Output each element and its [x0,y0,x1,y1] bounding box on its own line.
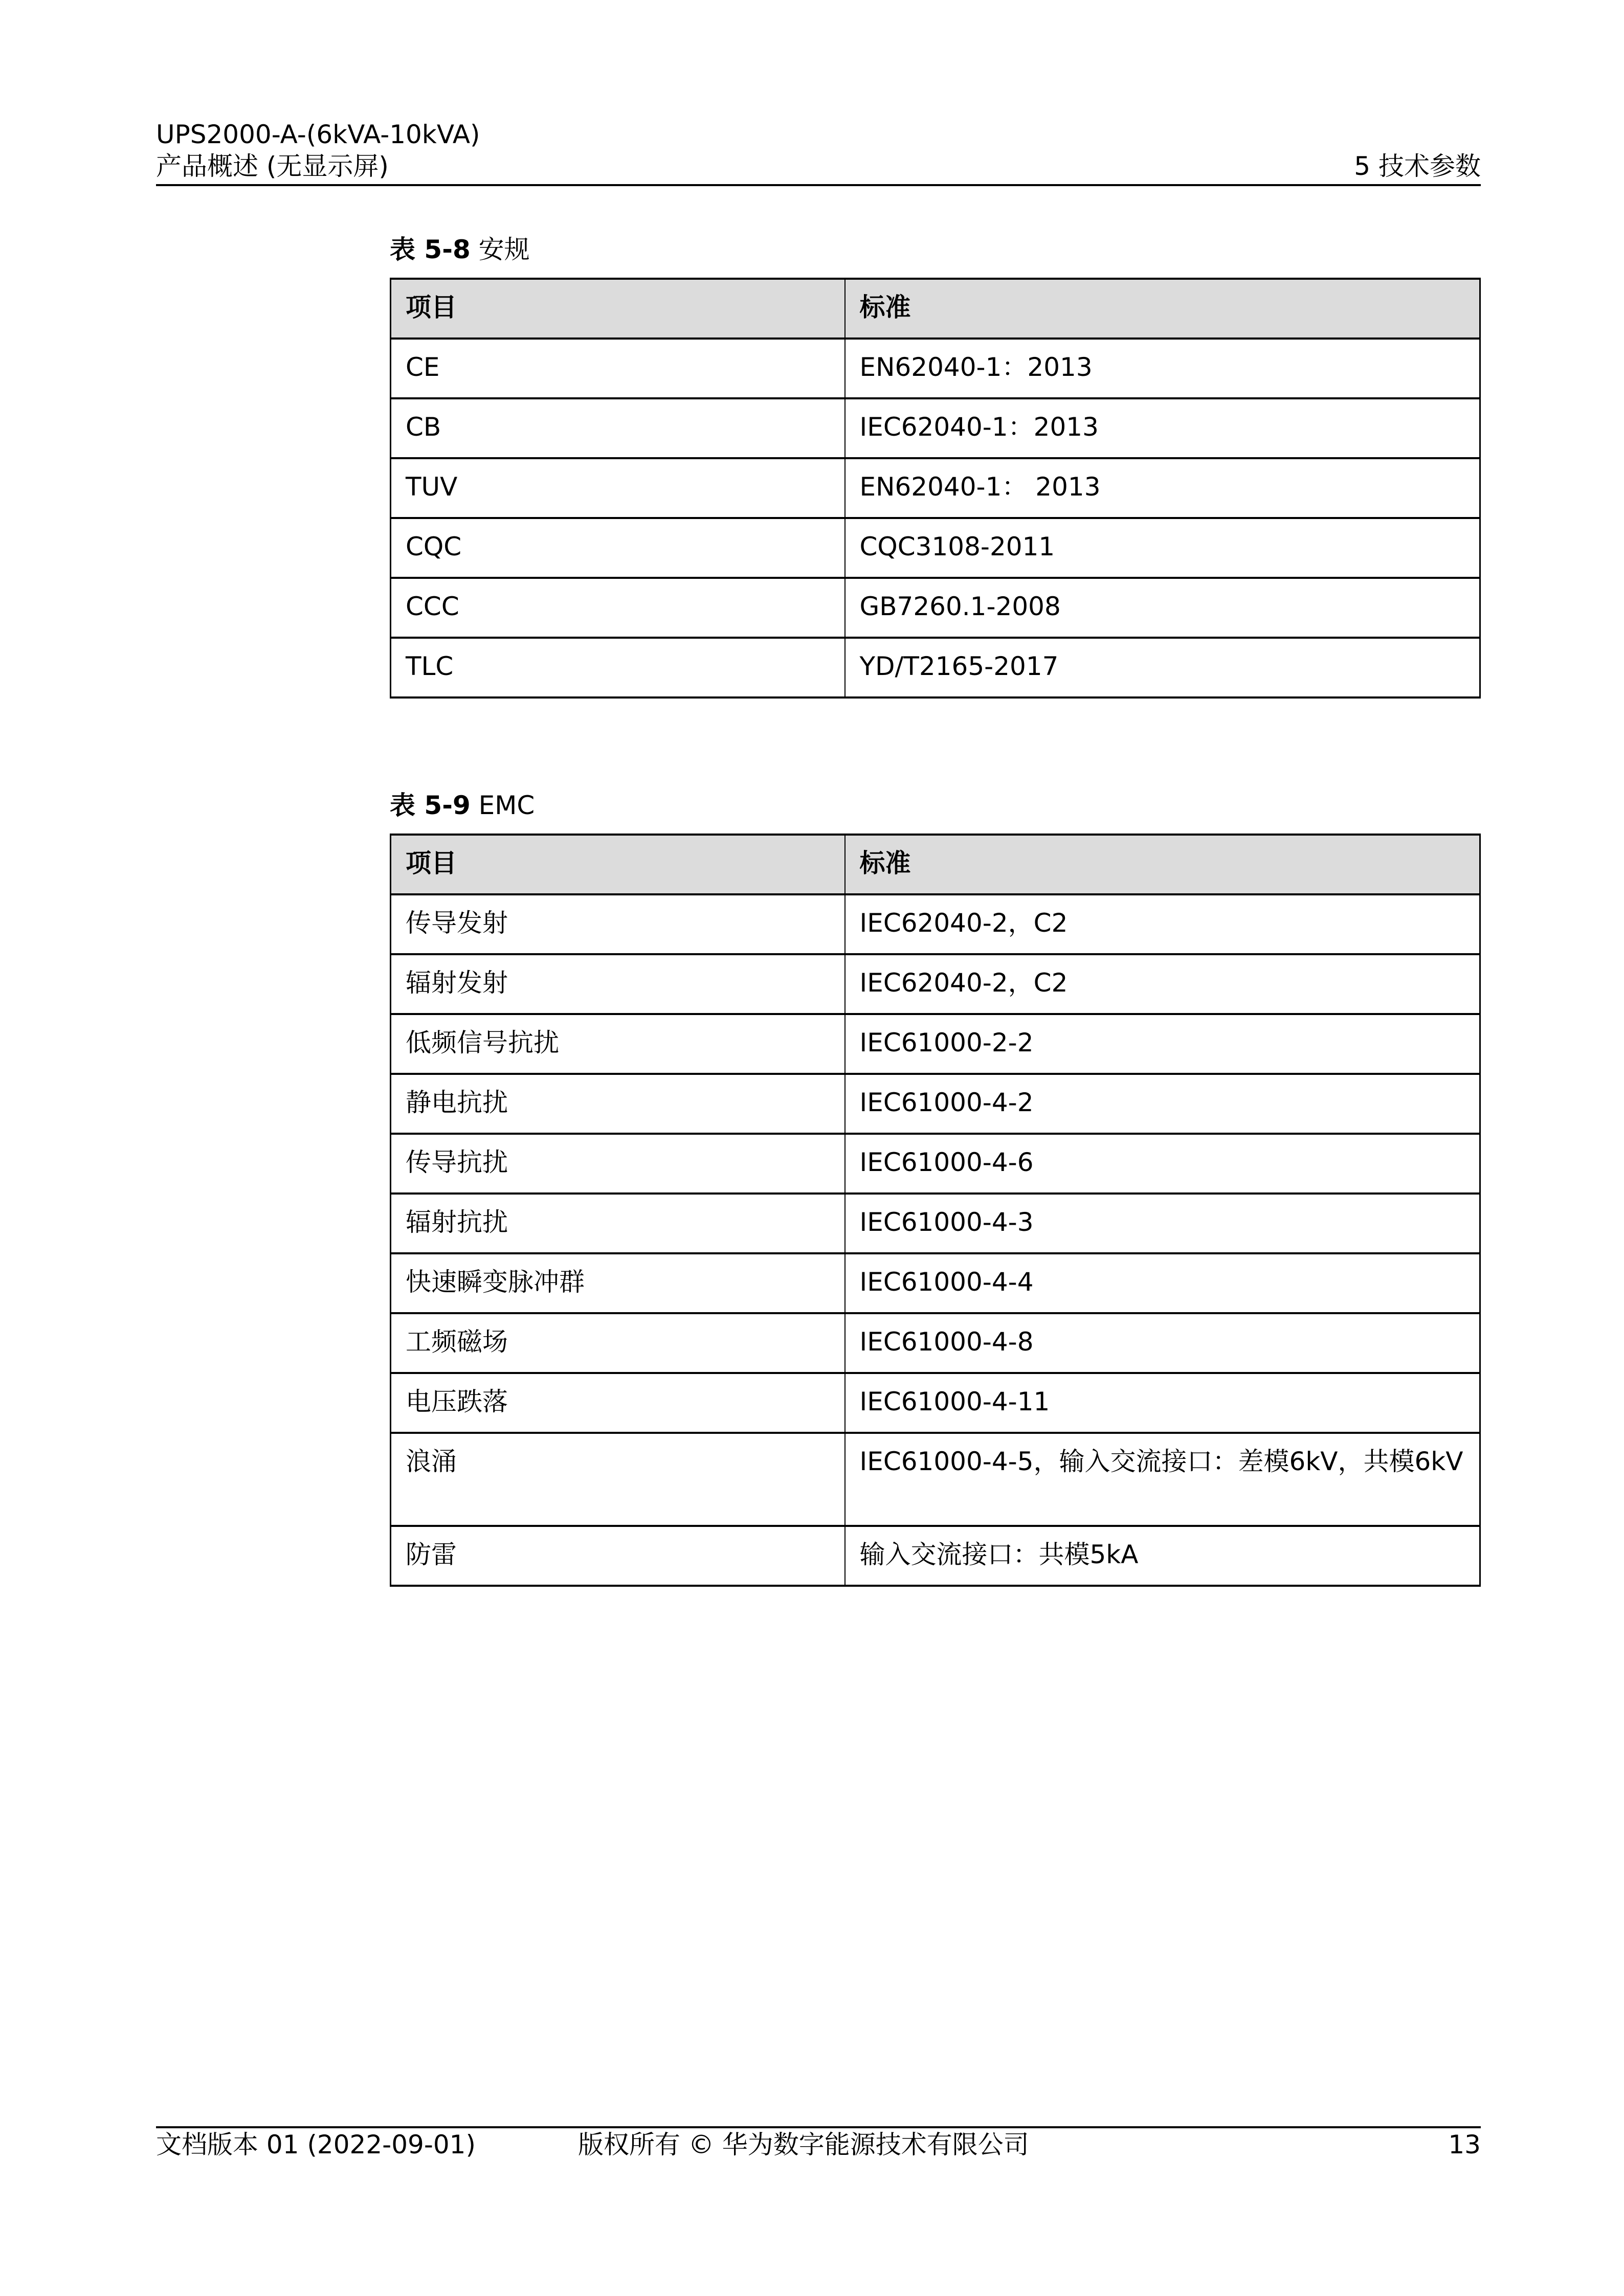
cell-standard: IEC61000-4-4 [845,1253,1480,1313]
page-header [156,119,1481,182]
cell-item: CQC [391,518,845,578]
cell-item: CCC [391,578,845,638]
table-row [391,1194,1480,1253]
column-header-item: 项目 [391,835,845,894]
cell-item: TUV [391,458,845,518]
cell-item: 防雷 [391,1526,845,1586]
table-row [391,1373,1480,1433]
cell-standard: GB7260.1-2008 [845,578,1480,638]
caption-number: 表 5-8 [390,235,471,264]
column-header-standard: 标准 [845,279,1480,339]
cell-standard: IEC61000-4-5，输入交流接口：差模6kV，共模6kV [845,1433,1480,1526]
cell-standard: IEC61000-4-6 [845,1134,1480,1194]
cell-standard: IEC61000-4-11 [845,1373,1480,1433]
column-header-standard: 标准 [845,835,1480,894]
cell-standard: IEC61000-4-2 [845,1074,1480,1134]
table-row [391,894,1480,954]
cell-standard: EN62040-1： 2013 [845,458,1480,518]
cell-standard: EN62040-1：2013 [845,339,1480,398]
cell-standard: IEC62040-2，C2 [845,954,1480,1014]
emc-table [390,834,1481,1587]
table-caption-safety [390,234,530,265]
table-row [391,578,1480,638]
header-rule [156,184,1481,186]
table-row [391,1313,1480,1373]
table-header-row [391,835,1480,894]
table-row [391,339,1480,398]
cell-item: 辐射抗扰 [391,1194,845,1253]
table-row [391,1074,1480,1134]
safety-table [390,278,1481,699]
cell-standard: 输入交流接口：共模5kA [845,1526,1480,1586]
table-row [391,458,1480,518]
table-row [391,1253,1480,1313]
cell-item: 传导发射 [391,894,845,954]
cell-standard: IEC61000-2-2 [845,1014,1480,1074]
table-row [391,1134,1480,1194]
cell-item: 低频信号抗扰 [391,1014,845,1074]
cell-item: 静电抗扰 [391,1074,845,1134]
document-version: 文档版本 01 (2022-09-01) [156,2130,476,2159]
cell-item: 工频磁场 [391,1313,845,1373]
cell-item: CE [391,339,845,398]
caption-title: EMC [478,791,535,820]
chapter-title: 5 技术参数 [1354,151,1481,181]
cell-standard: IEC61000-4-8 [845,1313,1480,1373]
table-row [391,1433,1480,1526]
table-row [391,1526,1480,1586]
cell-standard: CQC3108-2011 [845,518,1480,578]
table-row [391,398,1480,458]
cell-standard: YD/T2165-2017 [845,638,1480,697]
page-number: 13 [1448,2130,1481,2159]
column-header-item: 项目 [391,279,845,339]
cell-item: 传导抗扰 [391,1134,845,1194]
cell-item: TLC [391,638,845,697]
cell-item: 电压跌落 [391,1373,845,1433]
copyright-notice: 版权所有 © 华为数字能源技术有限公司 [578,2130,1029,2159]
table-row [391,638,1480,697]
caption-number: 表 5-9 [390,791,471,820]
cell-standard: IEC61000-4-3 [845,1194,1480,1253]
cell-standard: IEC62040-2，C2 [845,894,1480,954]
cell-item: 快速瞬变脉冲群 [391,1253,845,1313]
cell-item: 辐射发射 [391,954,845,1014]
table-row [391,954,1480,1014]
cell-standard: IEC62040-1：2013 [845,398,1480,458]
cell-item: 浪涌 [391,1433,845,1526]
table-caption-emc [390,790,535,821]
cell-item: CB [391,398,845,458]
document-title: 产品概述 (无显示屏) [156,151,389,181]
table-row [391,1014,1480,1074]
product-name: UPS2000-A-(6kVA-10kVA) [156,120,480,149]
table-row [391,518,1480,578]
caption-title: 安规 [478,235,530,264]
table-header-row [391,279,1480,339]
